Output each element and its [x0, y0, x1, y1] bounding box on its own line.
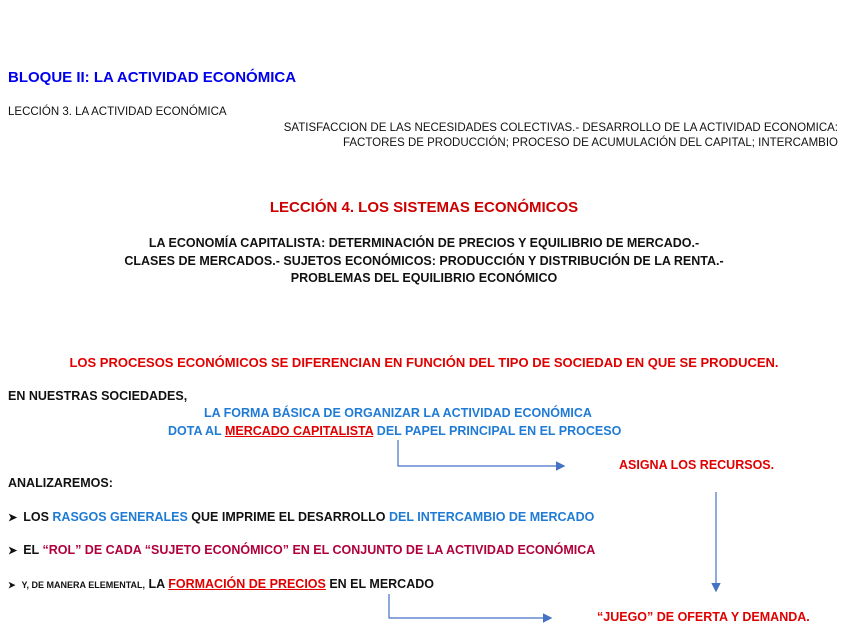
lesson3-line2: FACTORES DE PRODUCCIÓN; PROCESO DE ACUMULACIÓN DEL CAPITAL; INTERCAMBIO	[342, 137, 838, 149]
item1-mid: QUE IMPRIME EL DESARROLLO	[187, 510, 389, 524]
item1-intercambio: DEL INTERCAMBIO DE MERCADO	[389, 510, 595, 524]
lesson3-line1: SATISFACCION DE LAS NECESIDADES COLECTIVAS.- DESARROLLO DE LA ACTIVIDAD ECONOMICA:	[283, 122, 838, 134]
block-title: BLOQUE II: LA ACTIVIDAD ECONÓMICA	[8, 69, 297, 86]
formacion-precios-highlight: FORMACIÓN DE PRECIOS	[168, 577, 326, 591]
societies-line2-pre: DOTA AL	[168, 424, 225, 438]
arrow-mercado-to-asigna	[398, 440, 563, 466]
arrow-formacion-to-juego	[389, 594, 550, 618]
lesson4-line1: LA ECONOMÍA CAPITALISTA: DETERMINACIÓN DE PRECIOS Y EQUILIBRIO DE MERCADO.-	[148, 236, 700, 250]
lesson3-title: LECCIÓN 3. LA ACTIVIDAD ECONÓMICA	[8, 106, 227, 118]
item3-post: EN EL MERCADO	[325, 577, 434, 591]
item1-pre: LOS	[23, 510, 53, 524]
bullet-arrow-icon: ➤	[8, 512, 18, 524]
societies-line2-post: DEL PAPEL PRINCIPAL EN EL PROCESO	[373, 424, 622, 438]
lesson4-line2: CLASES DE MERCADOS.- SUJETOS ECONÓMICOS: PRODUCCIÓN Y DISTRIBUCIÓN DE LA RENTA.-	[124, 254, 724, 268]
societies-line1: LA FORMA BÁSICA DE ORGANIZAR LA ACTIVIDAD ECONÓMICA	[204, 406, 592, 420]
mercado-capitalista-highlight: MERCADO CAPITALISTA	[224, 424, 374, 438]
lesson4-line3: PROBLEMAS DEL EQUILIBRIO ECONÓMICO	[290, 271, 558, 285]
item3-small: Y, DE MANERA ELEMENTAL,	[21, 580, 146, 590]
item1-rasgos: RASGOS GENERALES	[52, 510, 188, 524]
bullet-arrow-icon: ➤	[8, 545, 18, 557]
item2-pre: EL	[23, 543, 43, 557]
asigna-recursos-label: ASIGNA LOS RECURSOS.	[619, 458, 775, 472]
processes-statement: LOS PROCESOS ECONÓMICOS SE DIFERENCIAN EN FUNCIÓN DEL TIPO DE SOCIEDAD EN QUE SE PRODUCEN.	[69, 355, 779, 370]
analyze-heading: ANALIZAREMOS:	[8, 476, 113, 490]
societies-intro: EN NUESTRAS SOCIEDADES,	[8, 389, 188, 403]
lesson4-title: LECCIÓN 4. LOS SISTEMAS ECONÓMICOS	[269, 199, 579, 216]
item2-rol: “ROL” DE CADA “SUJETO ECONÓMICO” EN EL CONJUNTO DE LA ACTIVIDAD ECONÓMICA	[42, 543, 596, 557]
bullet-arrow-icon: ➤	[8, 580, 16, 590]
juego-oferta-demanda-label: “JUEGO” DE OFERTA Y DEMANDA.	[597, 610, 810, 624]
item3-pre: LA	[145, 577, 169, 591]
